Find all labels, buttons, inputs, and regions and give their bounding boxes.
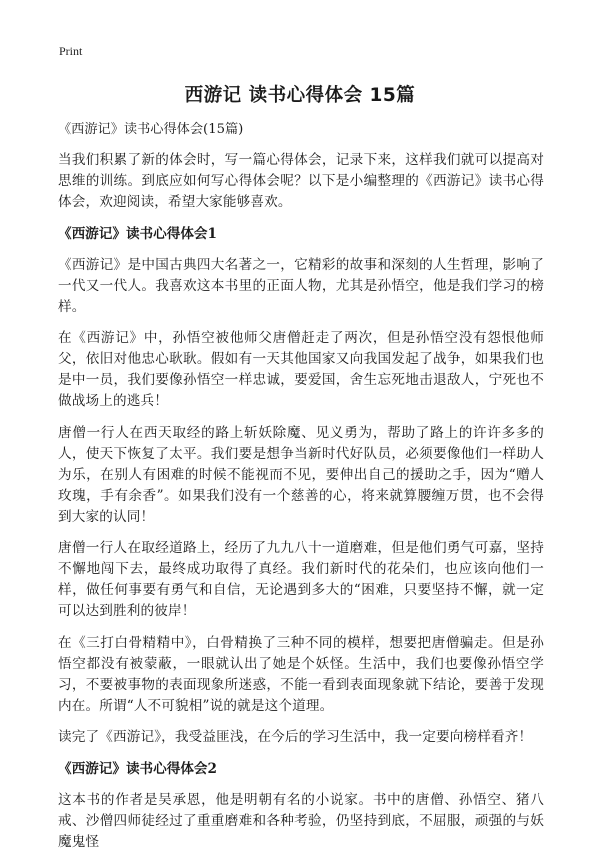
intro-paragraph: 当我们积累了新的体会时，写一篇心得体会，记录下来，这样我们就可以提高对思维的训练。到底应如何写心得体会呢？以下是小编整理的《西游记》读书心得体会，欢迎阅读，希望大家能够喜欢。 bbox=[58, 152, 544, 210]
section-heading: 《西游记》读书心得体会2 bbox=[58, 760, 217, 777]
document-body bbox=[58, 120, 544, 863]
section-heading: 《西游记》读书心得体会1 bbox=[58, 225, 217, 242]
paragraph: 在《三打白骨精精中》，白骨精换了三种不同的模样，想要把唐僧骗走。但是孙悟空都没有被蒙蔽，一眼就认出了她是个妖怪。生活中，我们也要像孙悟空学习，不要被事物的表面现象所迷惑，不能一看到表面现象就下结论，要善于发现内在。所谓“人不可貌相”说的就是这个道理。 bbox=[58, 634, 544, 714]
document-title: 西游记 读书心得体会 15篇 bbox=[184, 85, 416, 106]
paragraph: 唐僧一行人在取经道路上，经历了九九八十一道磨难，但是他们勇气可嘉，坚持不懈地闯下去，最终成功取得了真经。我们新时代的花朵们，也应该向他们一样，做任何事要有勇气和自信，无论遇到多大的“困难，只要坚持不懈，就一定可以达到胜利的彼岸！ bbox=[58, 540, 544, 619]
paragraph: 在《西游记》中，孙悟空被他师父唐僧赶走了两次，但是孙悟空没有怨恨他师父，依旧对他忠心耿耿。假如有一天其他国家又向我国发起了战争，如果我们也是中一员，我们要像孙悟空一样忠诚，要爱国，舍生忘死地击退敌人，宁死也不做战场上的逃兵！ bbox=[58, 330, 544, 409]
print-link[interactable]: Print bbox=[59, 44, 83, 58]
paragraph: 唐僧一行人在西天取经的路上斩妖除魔、见义勇为，帮助了路上的许许多多的人，使天下恢复了太平。我们要是想争当新时代好队员，必须要像他们一样助人为乐，在别人有困难的时候不能视而不见，要伸出自己的援助之手，因为“赠人玫瑰，手有余香”。如果我们没有一个慈善的心，将来就算腰缠万贯，也不会得到大家的认同！ bbox=[58, 424, 544, 525]
paragraph: 《西游记》是中国古典四大名著之一，它精彩的故事和深刻的人生哲理，影响了一代又一代人。我喜欢这本书里的正面人物，尤其是孙悟空，他是我们学习的榜样。 bbox=[58, 256, 544, 315]
document-subtitle: 《西游记》读书心得体会(15篇) bbox=[58, 122, 244, 137]
paragraph: 这本书的作者是吴承恩，他是明朝有名的小说家。书中的唐僧、孙悟空、猪八戒、沙僧四师徒经过了重重磨难和各种考验，仍坚持到底，不屈服，顽强的与妖魔鬼怪 bbox=[58, 791, 544, 850]
paragraph: 读完了《西游记》，我受益匪浅，在今后的学习生活中，我一定要向榜样看齐！ bbox=[58, 729, 533, 745]
